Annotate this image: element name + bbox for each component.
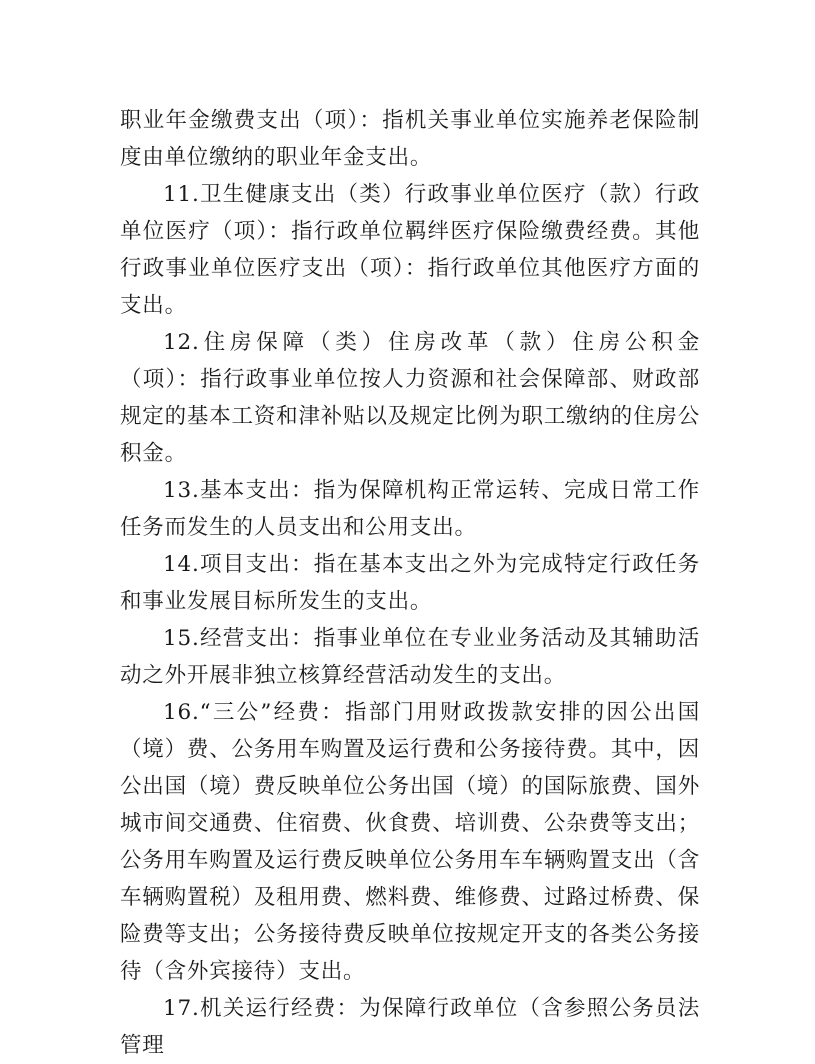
- paragraph-pension-annuity: 职业年金缴费支出（项）：指机关事业单位实施养老保险制度由单位缴纳的职业年金支出。: [120, 108, 700, 170]
- paragraph-14-project-expenditure: 14.项目支出：指在基本支出之外为完成特定行政任务和事业发展目标所发生的支出。: [120, 552, 700, 614]
- paragraph-12-housing: 12.住房保障（类）住房改革（款）住房公积金（项）：指行政事业单位按人力资源和社会保障部、财政部规定的基本工资和津补贴以及规定比例为职工缴纳的住房公积金。: [120, 330, 700, 466]
- document-page: [120, 102, 700, 1064]
- paragraph-11-health: 11.卫生健康支出（类）行政事业单位医疗（款）行政单位医疗（项）：指行政单位羁绊医疗保险缴费经费。其他行政事业单位医疗支出（项）：指行政单位其他医疗方面的支出。: [120, 182, 700, 318]
- paragraph-17-agency-operating-funds: 17.机关运行经费：为保障行政单位（含参照公务员法管理: [120, 996, 700, 1058]
- paragraph-15-operating-expenditure: 15.经营支出：指事业单位在专业业务活动及其辅助活动之外开展非独立核算经营活动发生的支出。: [120, 626, 700, 688]
- paragraph-16-three-public-expenses: 16.“三公”经费：指部门用财政拨款安排的因公出国（境）费、公务用车购置及运行费和公务接待费。其中，因公出国（境）费反映单位公务出国（境）的国际旅费、国外城市间交通费、住宿费、伙食费、培训费、公杂费等支出；公务用车购置及运行费反映单位公务用车车辆购置支出（含车辆购置税）及租用费、燃料费、维修费、过路过桥费、保险费等支出；公务接待费反映单位按规定开支的各类公务接待（含外宾接待）支出。: [120, 700, 700, 984]
- paragraph-13-basic-expenditure: 13.基本支出：指为保障机构正常运转、完成日常工作任务而发生的人员支出和公用支出。: [120, 478, 700, 540]
